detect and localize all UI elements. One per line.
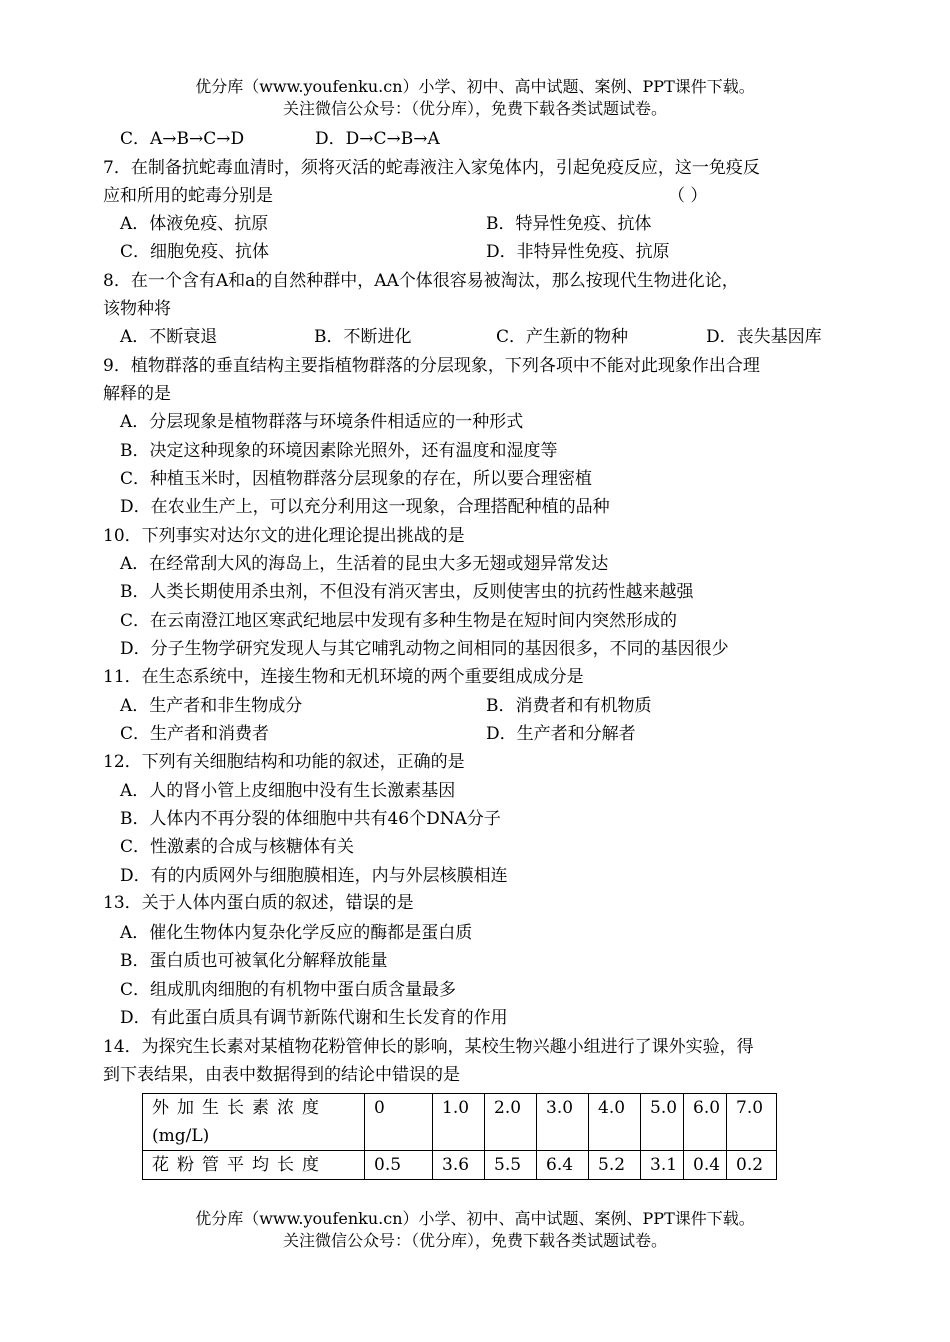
- q9-option-a: A．分层现象是植物群落与环境条件相适应的一种形式: [120, 412, 524, 432]
- q9-option-b: B．决定这种现象的环境因素除光照外，还有温度和湿度等: [120, 441, 558, 461]
- q9-stem-line-2: 解释的是: [103, 384, 171, 404]
- q9-option-c: C．种植玉米时，因植物群落分层现象的存在，所以要合理密植: [120, 469, 593, 489]
- q8-option-c: C．产生新的物种: [496, 327, 629, 347]
- q8-stem-line-1: 8．在一个含有A和a的自然种群中，AA个体很容易被淘汰，那么按现代生物进化论，: [103, 271, 739, 291]
- q8-option-a: A．不断衰退: [120, 327, 218, 347]
- q7-option-d: D．非特异性免疫、抗原: [486, 242, 670, 262]
- prev-option-d: D．D→C→B→A: [315, 129, 440, 149]
- q14-data-table: [142, 1093, 777, 1180]
- q10-option-b: B．人类长期使用杀虫剂，不但没有消灭害虫，反则使害虫的抗药性越来越强: [120, 582, 694, 602]
- q12-option-d: D．有的内质网外与细胞膜相连，内与外层核膜相连: [120, 866, 508, 886]
- footer-line-1: 优分库（www.youfenku.cn）小学、初中、高中试题、案例、PPT课件下载。: [195, 1209, 755, 1228]
- table-cell: 3.0: [537, 1094, 589, 1151]
- table-cell: 7.0: [727, 1094, 777, 1151]
- header-line-2: 关注微信公众号：（优分库），免费下载各类试题试卷。: [282, 99, 667, 118]
- table-cell: 5.0: [641, 1094, 684, 1151]
- q14-stem-line-2: 到下表结果，由表中数据得到的结论中错误的是: [103, 1065, 460, 1085]
- q7-stem-line-1: 7．在制备抗蛇毒血清时，须将灭活的蛇毒液注入家兔体内，引起免疫反应，这一免疫反: [103, 158, 760, 178]
- q11-stem: 11．在生态系统中，连接生物和无机环境的两个重要组成成分是: [103, 667, 584, 687]
- table-cell: 5.5: [485, 1151, 537, 1180]
- table-cell: 3.6: [433, 1151, 485, 1180]
- table-cell: 0.5: [365, 1151, 433, 1180]
- q13-option-d: D．有此蛋白质具有调节新陈代谢和生长发育的作用: [120, 1008, 508, 1028]
- q13-emphasis-char-1: 错: [345, 893, 363, 913]
- q7-option-b: B．特异性免疫、抗体: [486, 214, 652, 234]
- q13-option-c: C．组成肌肉细胞的有机物中蛋白质含量最多: [120, 980, 457, 1000]
- table-cell: 3.1: [641, 1151, 684, 1180]
- table-header-length: 花粉管平均长度: [143, 1151, 365, 1180]
- table-cell: 0.2: [727, 1151, 777, 1180]
- q8-stem-line-2: 该物种将: [103, 299, 171, 319]
- q13-stem-suffix: 的是: [379, 893, 414, 913]
- q13-emphasis-char-2: 误: [362, 893, 380, 913]
- q13-option-a: A．催化生物体内复杂化学反应的酶都是蛋白质: [120, 923, 473, 943]
- q11-option-c: C．生产者和消费者: [120, 724, 270, 744]
- page-footer: [0, 1208, 950, 1252]
- q7-option-a: A．体液免疫、抗原: [120, 214, 269, 234]
- q7-answer-blank: （ ）: [668, 186, 708, 206]
- footer-line-2: 关注微信公众号：（优分库），免费下载各类试题试卷。: [282, 1231, 667, 1250]
- q13-stem-prefix: 13．关于人体内蛋白质的叙述，: [103, 893, 346, 913]
- q9-stem-line-1: 9．植物群落的垂直结构主要指植物群落的分层现象，下列各项中不能对此现象作出合理: [103, 356, 760, 376]
- table-cell: 2.0: [485, 1094, 537, 1151]
- q12-option-c: C．性激素的合成与核糖体有关: [120, 837, 355, 857]
- table-cell: 1.0: [433, 1094, 485, 1151]
- q10-stem: 10．下列事实对达尔文的进化理论提出挑战的是: [103, 526, 465, 546]
- table-cell: 6.4: [537, 1151, 589, 1180]
- table-cell: 0: [365, 1094, 433, 1151]
- table-header-concentration: 外加生长素浓度 (mg/L): [143, 1094, 365, 1151]
- q9-option-d: D．在农业生产上，可以充分利用这一现象，合理搭配种植的品种: [120, 497, 610, 517]
- q11-option-d: D．生产者和分解者: [486, 724, 636, 744]
- table-cell: 6.0: [684, 1094, 727, 1151]
- q10-option-c: C．在云南澄江地区寒武纪地层中发现有多种生物是在短时间内突然形成的: [120, 611, 678, 631]
- header-line-1: 优分库（www.youfenku.cn）小学、初中、高中试题、案例、PPT课件下载。: [195, 77, 755, 96]
- q7-stem-line-2: 应和所用的蛇毒分别是: [103, 186, 273, 206]
- q8-option-d: D．丧失基因库: [706, 327, 822, 347]
- q10-option-d: D．分子生物学研究发现人与其它哺乳动物之间相同的基因很多，不同的基因很少: [120, 639, 729, 659]
- table-cell: 5.2: [589, 1151, 641, 1180]
- q11-option-a: A．生产者和非生物成分: [120, 696, 303, 716]
- table-row-concentration: [143, 1094, 777, 1151]
- page-header: [0, 76, 950, 120]
- q7-option-c: C．细胞免疫、抗体: [120, 242, 270, 262]
- table-cell: 0.4: [684, 1151, 727, 1180]
- q13-option-b: B．蛋白质也可被氧化分解释放能量: [120, 951, 388, 971]
- q12-stem: 12．下列有关细胞结构和功能的叙述，正确的是: [103, 752, 465, 772]
- prev-option-c: C．A→B→C→D: [120, 129, 245, 149]
- q13-stem: [103, 889, 414, 917]
- q11-option-b: B．消费者和有机物质: [486, 696, 652, 716]
- q12-option-a: A．人的肾小管上皮细胞中没有生长激素基因: [120, 781, 456, 801]
- q14-stem-line-1: 14．为探究生长素对某植物花粉管伸长的影响，某校生物兴趣小组进行了课外实验，得: [103, 1037, 754, 1057]
- q12-option-b: B．人体内不再分裂的体细胞中共有46个DNA分子: [120, 809, 501, 829]
- table-cell: 4.0: [589, 1094, 641, 1151]
- table-row-length: [143, 1151, 777, 1180]
- q8-option-b: B．不断进化: [314, 327, 412, 347]
- q10-option-a: A．在经常刮大风的海岛上，生活着的昆虫大多无翅或翅异常发达: [120, 554, 609, 574]
